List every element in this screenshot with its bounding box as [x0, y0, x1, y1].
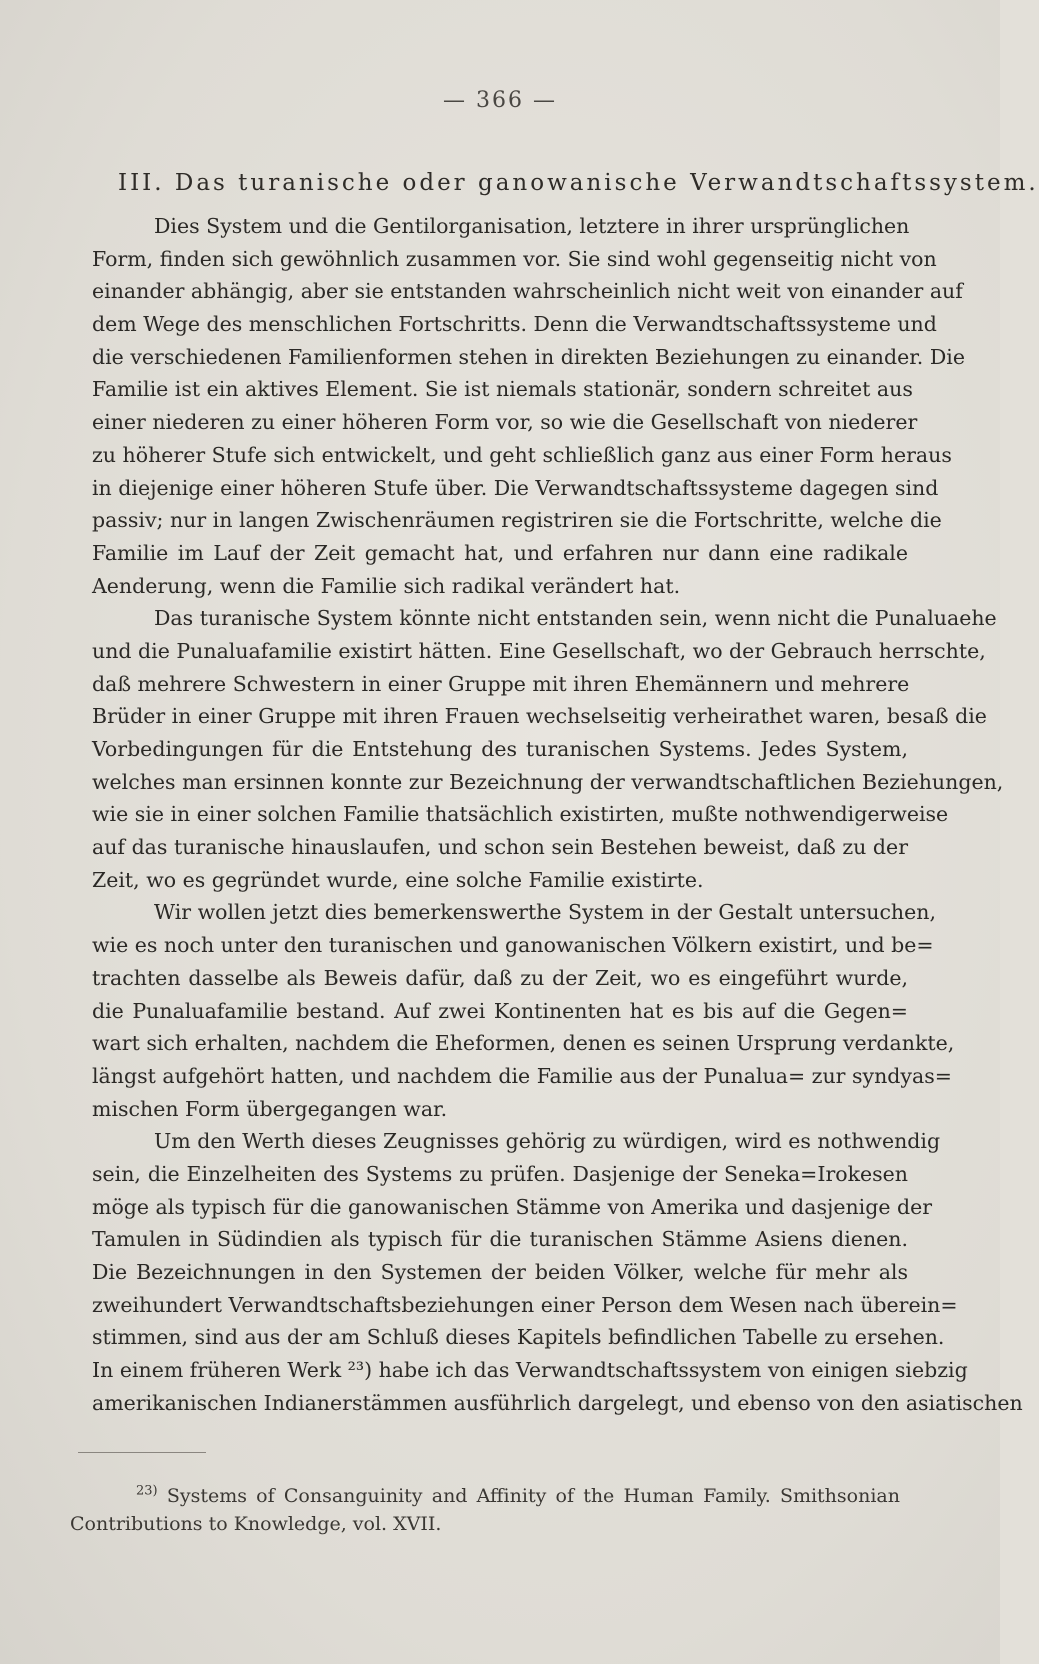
text-line: auf das turanische hinauslaufen, und schon sein Bestehen beweist, daß zu der — [92, 835, 908, 860]
text-line: passiv; nur in langen Zwischenräumen registriren sie die Fortschritte, welche die — [92, 508, 942, 533]
footnote-line — [70, 1482, 900, 1510]
text-line: wie es noch unter den turanischen und ganowanischen Völkern existirt, und be= — [92, 933, 934, 958]
text-line: längst aufgehört hatten, und nachdem die Familie aus der Punalua= zur syndyas= — [92, 1063, 952, 1088]
footnote — [70, 1482, 900, 1538]
text-line: Wir wollen jetzt dies bemerkenswerthe System in der Gestalt untersuchen, — [154, 900, 936, 925]
body-text — [92, 210, 1023, 1419]
text-line: zweihundert Verwandtschaftsbeziehungen einer Person dem Wesen nach überein= — [92, 1292, 958, 1317]
text-line: einander abhängig, aber sie entstanden wahrscheinlich nicht weit von einander auf — [92, 279, 963, 304]
text-line: die verschiedenen Familienformen stehen in direkten Beziehungen zu einander. Die — [92, 344, 965, 369]
text-line: Brüder in einer Gruppe mit ihren Frauen wechselseitig verheirathet waren, besaß die — [92, 704, 987, 729]
text-line: möge als typisch für die ganowanischen Stämme von Amerika und dasjenige der — [92, 1194, 933, 1219]
text-line: stimmen, sind aus der am Schluß dieses Kapitels befindlichen Tabelle zu ersehen. — [92, 1325, 945, 1350]
text-line: sein, die Einzelheiten des Systems zu prüfen. Dasjenige der Seneka=Irokesen — [92, 1161, 908, 1186]
footnote-text: Systems of Consanguinity and Affinity of the Human Family. Smithsonian — [166, 1485, 900, 1507]
text-line: und die Punaluafamilie existirt hätten. Eine Gesellschaft, wo der Gebrauch herrschte, — [92, 638, 986, 663]
text-line: Um den Werth dieses Zeugnisses gehörig zu würdigen, wird es nothwendig — [154, 1129, 941, 1154]
text-line: einer niederen zu einer höheren Form vor, so wie die Gesellschaft von niederer — [92, 410, 918, 435]
text-line: Vorbedingungen für die Entstehung des turanischen Systems. Jedes System, — [92, 737, 908, 761]
text-line: welches man ersinnen konnte zur Bezeichnung der verwandtschaftlichen Beziehungen, — [92, 769, 1004, 794]
text-line: in diejenige einer höheren Stufe über. Die Verwandtschaftssysteme dagegen sind — [92, 475, 939, 500]
footnote-divider — [78, 1452, 206, 1453]
text-line: wie sie in einer solchen Familie thatsächlich existirten, mußte nothwendigerweise — [92, 802, 949, 827]
text-line: Aenderung, wenn die Familie sich radikal verändert hat. — [92, 573, 681, 598]
text-line: die Punaluafamilie bestand. Auf zwei Kontinenten hat es bis auf die Gegen= — [92, 998, 908, 1023]
text-line: Familie im Lauf der Zeit gemacht hat, und erfahren nur dann eine radikale — [92, 540, 908, 565]
footnote-line: Contributions to Knowledge, vol. XVII. — [70, 1513, 442, 1535]
text-line: trachten dasselbe als Beweis dafür, daß zu der Zeit, wo es eingeführt wurde, — [92, 965, 908, 990]
page-number: — 366 — — [443, 88, 557, 113]
text-line: Zeit, wo es gegründet wurde, eine solche Familie existirte. — [92, 867, 704, 892]
text-line: dem Wege des menschlichen Fortschritts. Denn die Verwandtschaftssysteme und — [92, 312, 937, 337]
text-line: Das turanische System könnte nicht entstanden sein, wenn nicht die Punaluaehe — [154, 606, 997, 631]
text-line: Familie ist ein aktives Element. Sie ist niemals stationär, sondern schreitet aus — [92, 377, 913, 402]
text-line: Tamulen in Südindien als typisch für die turanischen Stämme Asiens dienen. — [92, 1227, 908, 1252]
text-line: wart sich erhalten, nachdem die Eheformen, denen es seinen Ursprung verdankte, — [92, 1031, 955, 1056]
section-heading: III. Das turanische oder ganowanische Verwandtschaftssystem. — [118, 170, 1039, 196]
text-line: daß mehrere Schwestern in einer Gruppe mit ihren Ehemännern und mehrere — [92, 671, 910, 696]
text-line: zu höherer Stufe sich entwickelt, und geht schließlich ganz aus einer Form heraus — [92, 442, 952, 467]
footnote-marker: 23) — [136, 1483, 158, 1499]
text-line: Die Bezeichnungen in den Systemen der beiden Völker, welche für mehr als — [92, 1260, 908, 1284]
text-line: Form, finden sich gewöhnlich zusammen vor. Sie sind wohl gegenseitig nicht von — [92, 246, 937, 271]
text-line: amerikanischen Indianerstämmen ausführlich dargelegt, und ebenso von den asiatischen — [92, 1390, 1023, 1415]
text-line: Dies System und die Gentilorganisation, letztere in ihrer ursprünglichen — [154, 214, 910, 238]
text-line: mischen Form übergegangen war. — [92, 1096, 448, 1121]
text-line: In einem früheren Werk ²³) habe ich das Verwandtschaftssystem von einigen siebzig — [92, 1358, 968, 1383]
